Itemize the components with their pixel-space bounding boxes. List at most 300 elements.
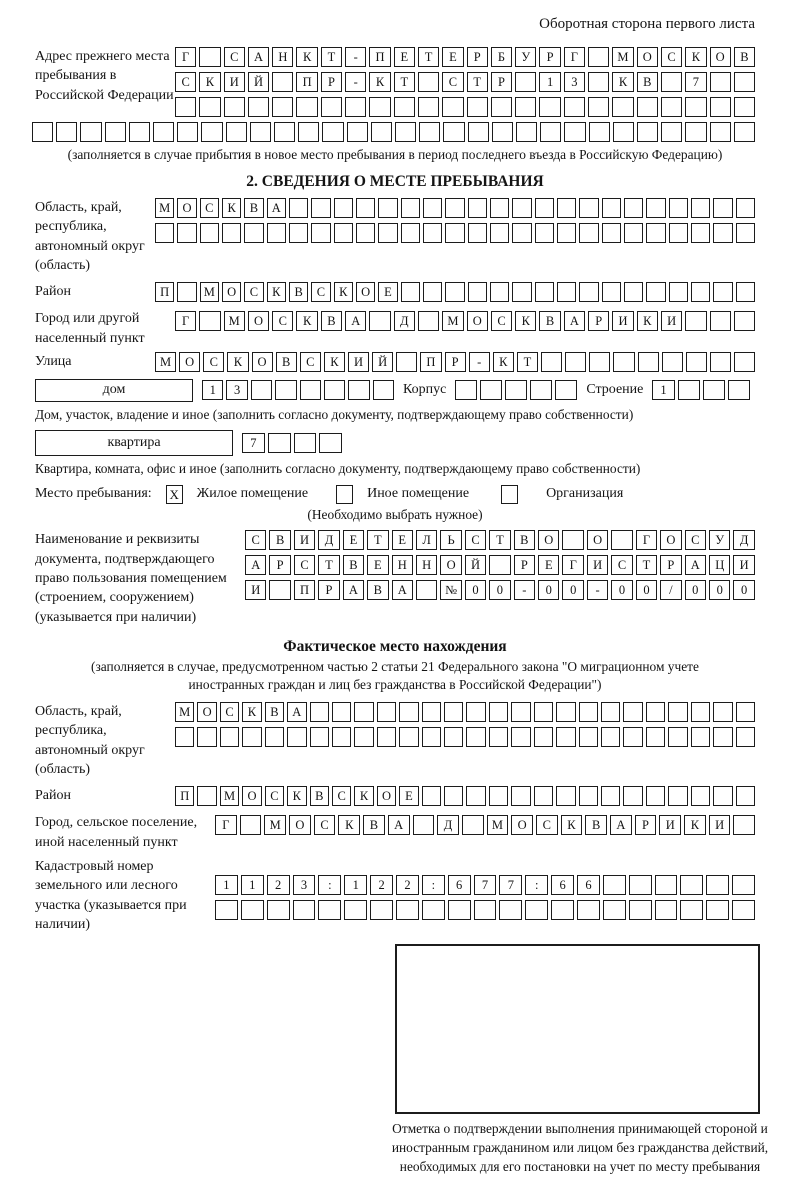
char-box xyxy=(556,702,575,722)
char-box xyxy=(646,727,665,747)
char-box xyxy=(345,97,366,117)
char-box: В xyxy=(265,702,284,722)
char-box xyxy=(733,815,755,835)
prev-address-row-3 xyxy=(175,97,755,117)
char-box xyxy=(105,122,126,142)
kadastr-row-1 xyxy=(215,875,755,895)
char-box: Р xyxy=(635,815,657,835)
raion-row xyxy=(155,282,755,302)
kvartira-row xyxy=(35,430,755,456)
stamp-area xyxy=(395,944,760,1114)
char-box xyxy=(489,702,508,722)
char-box xyxy=(287,727,306,747)
char-box xyxy=(515,97,536,117)
char-box xyxy=(534,702,553,722)
dom-row xyxy=(35,379,755,402)
fact-oblast-row-1 xyxy=(175,702,755,722)
char-box: 1 xyxy=(539,72,560,92)
char-box: С xyxy=(661,47,682,67)
char-box: М xyxy=(155,352,176,372)
char-box xyxy=(680,900,703,920)
char-box: И xyxy=(294,530,315,550)
page-side-note: Оборотная сторона первого листа xyxy=(539,16,755,32)
char-box: О xyxy=(179,352,200,372)
char-box xyxy=(535,282,554,302)
ulitsa-field xyxy=(35,352,755,372)
oblast-row-2 xyxy=(155,223,755,243)
char-box xyxy=(242,727,261,747)
char-box xyxy=(467,97,488,117)
char-box xyxy=(492,122,513,142)
char-box xyxy=(691,727,710,747)
ulitsa-row xyxy=(155,352,755,372)
char-box xyxy=(668,786,687,806)
char-box: О xyxy=(538,530,559,550)
char-box xyxy=(300,380,321,400)
char-box xyxy=(422,900,445,920)
char-box: О xyxy=(289,815,311,835)
char-box xyxy=(371,122,392,142)
char-box xyxy=(579,727,598,747)
char-box xyxy=(370,900,393,920)
char-box: С xyxy=(220,702,239,722)
doc-row-3 xyxy=(245,580,755,600)
char-box xyxy=(175,97,196,117)
char-box xyxy=(557,282,576,302)
char-box xyxy=(215,900,238,920)
char-box: С xyxy=(200,198,219,218)
char-box: Р xyxy=(660,555,681,575)
char-box xyxy=(611,530,632,550)
char-box: А xyxy=(685,555,706,575)
char-box: О xyxy=(222,282,241,302)
char-box: 6 xyxy=(577,875,600,895)
char-box xyxy=(629,875,652,895)
char-box: А xyxy=(610,815,632,835)
char-box xyxy=(153,122,174,142)
char-box xyxy=(661,122,682,142)
char-box: К xyxy=(493,352,514,372)
char-box xyxy=(444,786,463,806)
char-box xyxy=(579,198,598,218)
char-box xyxy=(579,282,598,302)
char-box xyxy=(401,282,420,302)
char-box xyxy=(466,727,485,747)
char-box xyxy=(685,122,706,142)
char-box xyxy=(401,223,420,243)
char-box: С xyxy=(175,72,196,92)
char-box: М xyxy=(612,47,633,67)
char-box: М xyxy=(200,282,219,302)
char-box xyxy=(736,786,755,806)
char-box xyxy=(669,223,688,243)
char-box: И xyxy=(348,352,369,372)
char-box: С xyxy=(265,786,284,806)
char-box: К xyxy=(222,198,241,218)
char-box: С xyxy=(465,530,486,550)
char-box xyxy=(613,352,634,372)
char-box xyxy=(244,223,263,243)
char-box: 7 xyxy=(685,72,706,92)
char-box: Е xyxy=(392,530,413,550)
char-box xyxy=(240,815,262,835)
char-box xyxy=(662,352,683,372)
char-box xyxy=(272,97,293,117)
char-box xyxy=(416,580,437,600)
char-box xyxy=(220,727,239,747)
char-box: М xyxy=(442,311,463,331)
char-box xyxy=(311,198,330,218)
char-box xyxy=(199,311,220,331)
char-box xyxy=(462,815,484,835)
char-box xyxy=(540,122,561,142)
char-box xyxy=(32,122,53,142)
char-box: Д xyxy=(318,530,339,550)
char-box: И xyxy=(733,555,754,575)
prev-address-field xyxy=(35,47,755,117)
char-box: К xyxy=(199,72,220,92)
char-box xyxy=(516,122,537,142)
char-box xyxy=(734,97,755,117)
char-box xyxy=(468,223,487,243)
char-box xyxy=(624,223,643,243)
fact-gorod-field xyxy=(35,813,755,852)
char-box xyxy=(468,198,487,218)
char-box: / xyxy=(660,580,681,600)
char-box xyxy=(505,380,527,400)
char-box: Ц xyxy=(709,555,730,575)
char-box: К xyxy=(637,311,658,331)
char-box xyxy=(589,352,610,372)
char-box xyxy=(646,786,665,806)
char-box: 7 xyxy=(499,875,522,895)
char-box: А xyxy=(287,702,306,722)
char-box xyxy=(395,122,416,142)
char-box: В xyxy=(734,47,755,67)
char-box: И xyxy=(224,72,245,92)
char-box xyxy=(201,122,222,142)
char-box xyxy=(267,900,290,920)
char-box xyxy=(155,223,174,243)
dom-note: Дом, участок, владение и иное (заполнить согласно документу, подтверждающему право собственности) xyxy=(35,406,634,422)
char-box: Н xyxy=(272,47,293,67)
mesto-label: Место пребывания: xyxy=(35,486,152,502)
char-box xyxy=(445,198,464,218)
char-box xyxy=(248,97,269,117)
char-box xyxy=(710,352,731,372)
char-box: Й xyxy=(372,352,393,372)
char-box: У xyxy=(709,530,730,550)
char-box xyxy=(734,352,755,372)
char-box: Р xyxy=(588,311,609,331)
char-box xyxy=(296,97,317,117)
char-box: В xyxy=(367,580,388,600)
char-box xyxy=(736,223,755,243)
char-box xyxy=(713,223,732,243)
dom-number-cells xyxy=(202,380,394,400)
char-box xyxy=(602,282,621,302)
char-box xyxy=(602,223,621,243)
char-box xyxy=(354,702,373,722)
char-box xyxy=(356,223,375,243)
char-box xyxy=(551,900,574,920)
char-box: О xyxy=(242,786,261,806)
char-box: Л xyxy=(416,530,437,550)
char-box xyxy=(490,198,509,218)
char-box xyxy=(377,727,396,747)
korpus-cells xyxy=(455,380,577,400)
char-box: К xyxy=(296,47,317,67)
char-box: Р xyxy=(467,47,488,67)
char-box xyxy=(515,72,536,92)
char-box xyxy=(422,702,441,722)
char-box: О xyxy=(467,311,488,331)
char-box: Г xyxy=(215,815,237,835)
char-box xyxy=(530,380,552,400)
char-box xyxy=(347,122,368,142)
char-box xyxy=(710,97,731,117)
char-box: И xyxy=(612,311,633,331)
char-box xyxy=(646,282,665,302)
char-box: Е xyxy=(367,555,388,575)
char-box: Г xyxy=(636,530,657,550)
char-box xyxy=(422,727,441,747)
char-box: Т xyxy=(418,47,439,67)
char-box: : xyxy=(318,875,341,895)
char-box: Т xyxy=(517,352,538,372)
char-box xyxy=(489,786,508,806)
char-box: 2 xyxy=(370,875,393,895)
char-box: В xyxy=(585,815,607,835)
char-box xyxy=(691,702,710,722)
char-box xyxy=(685,311,706,331)
char-box xyxy=(399,727,418,747)
kadastr-field xyxy=(35,857,755,934)
char-box: В xyxy=(363,815,385,835)
char-box xyxy=(241,900,264,920)
char-box xyxy=(534,786,553,806)
char-box xyxy=(736,727,755,747)
char-box: 6 xyxy=(448,875,471,895)
char-box xyxy=(445,223,464,243)
char-box xyxy=(489,555,510,575)
char-box xyxy=(80,122,101,142)
char-box: В xyxy=(321,311,342,331)
char-box xyxy=(601,702,620,722)
char-box: С xyxy=(442,72,463,92)
char-box: К xyxy=(296,311,317,331)
char-box: Т xyxy=(318,555,339,575)
char-box xyxy=(601,727,620,747)
char-box xyxy=(344,900,367,920)
char-box: К xyxy=(242,702,261,722)
char-box: Й xyxy=(465,555,486,575)
char-box xyxy=(655,875,678,895)
section2-title: 2. СВЕДЕНИЯ О МЕСТЕ ПРЕБЫВАНИЯ xyxy=(246,173,544,191)
char-box xyxy=(332,702,351,722)
char-box: А xyxy=(392,580,413,600)
char-box: Е xyxy=(538,555,559,575)
char-box: К xyxy=(684,815,706,835)
char-box xyxy=(369,311,390,331)
char-box xyxy=(603,900,626,920)
char-box xyxy=(732,875,755,895)
char-box xyxy=(691,282,710,302)
char-box: И xyxy=(587,555,608,575)
fact-oblast-row-2 xyxy=(175,727,755,747)
char-box: В xyxy=(343,555,364,575)
char-box xyxy=(713,727,732,747)
char-box xyxy=(394,97,415,117)
char-box xyxy=(534,727,553,747)
char-box xyxy=(706,900,729,920)
char-box: Е xyxy=(442,47,463,67)
char-box: В xyxy=(276,352,297,372)
char-box: С xyxy=(685,530,706,550)
char-box xyxy=(197,727,216,747)
char-box xyxy=(466,786,485,806)
char-box xyxy=(298,122,319,142)
char-box: С xyxy=(245,530,266,550)
ulitsa-label: Улица xyxy=(35,353,72,369)
char-box xyxy=(401,198,420,218)
char-box: С xyxy=(224,47,245,67)
char-box: 7 xyxy=(474,875,497,895)
char-box xyxy=(511,727,530,747)
dom-box: дом xyxy=(35,379,193,402)
char-box: 3 xyxy=(226,380,247,400)
char-box xyxy=(356,198,375,218)
char-box xyxy=(354,727,373,747)
char-box: О xyxy=(587,530,608,550)
char-box xyxy=(601,786,620,806)
char-box: К xyxy=(354,786,373,806)
char-box: 6 xyxy=(551,875,574,895)
char-box xyxy=(691,198,710,218)
stroenie-cells xyxy=(652,380,750,400)
char-box: Г xyxy=(175,47,196,67)
char-box xyxy=(324,380,345,400)
char-box: 0 xyxy=(538,580,559,600)
char-box: К xyxy=(324,352,345,372)
oblast-row-1 xyxy=(155,198,755,218)
char-box xyxy=(710,311,731,331)
char-box: О xyxy=(248,311,269,331)
char-box xyxy=(669,198,688,218)
char-box xyxy=(557,198,576,218)
char-box xyxy=(564,122,585,142)
char-box xyxy=(734,311,755,331)
char-box: С xyxy=(491,311,512,331)
korpus-label: Корпус xyxy=(403,382,447,398)
char-box: И xyxy=(709,815,731,835)
char-box xyxy=(680,875,703,895)
char-box xyxy=(444,702,463,722)
char-box: К xyxy=(227,352,248,372)
oblast-label: Область, край, республика, автономный округ (область) xyxy=(35,200,145,274)
char-box: Н xyxy=(416,555,437,575)
char-box xyxy=(294,433,317,453)
char-box: М xyxy=(220,786,239,806)
char-box xyxy=(623,727,642,747)
char-box: 1 xyxy=(215,875,238,895)
fact-oblast-label: Область, край, республика, автономный округ (область) xyxy=(35,704,145,777)
fact-raion-row xyxy=(175,786,755,806)
char-box: К xyxy=(685,47,706,67)
fact-gorod-row xyxy=(215,815,755,835)
char-box: Е xyxy=(399,786,418,806)
char-box: О xyxy=(511,815,533,835)
char-box: 0 xyxy=(465,580,486,600)
char-box xyxy=(703,380,725,400)
org-label: Организация xyxy=(546,486,624,502)
char-box xyxy=(685,97,706,117)
char-box xyxy=(710,122,731,142)
char-box xyxy=(310,702,329,722)
char-box xyxy=(638,352,659,372)
char-box xyxy=(222,223,241,243)
kvartira-cells xyxy=(242,433,342,453)
char-box: А xyxy=(245,555,266,575)
char-box xyxy=(736,282,755,302)
char-box xyxy=(443,122,464,142)
char-box xyxy=(556,727,575,747)
char-box xyxy=(334,223,353,243)
char-box xyxy=(224,97,245,117)
char-box: В xyxy=(269,530,290,550)
prev-address-row-4 xyxy=(32,122,755,142)
fact-note: (заполняется в случае, предусмотренном частью 2 статьи 21 Федерального закона "О миграционном учете иностранных граждан и лиц без гражданства в Российской Федерации") xyxy=(91,658,699,692)
char-box: 3 xyxy=(293,875,316,895)
char-box xyxy=(423,282,442,302)
char-box: О xyxy=(177,198,196,218)
stamp-caption: Отметка о подтверждении выполнения принимающей стороной и иностранным гражданином или лицом без гражданства действий, необходимых для его постановки на учет по месту пребывания xyxy=(391,1121,769,1174)
char-box xyxy=(691,786,710,806)
char-box: К xyxy=(338,815,360,835)
char-box: С xyxy=(536,815,558,835)
char-box xyxy=(200,223,219,243)
char-box xyxy=(226,122,247,142)
fact-raion-label: Район xyxy=(35,788,71,804)
char-box: Г xyxy=(562,555,583,575)
char-box xyxy=(275,380,296,400)
char-box: В xyxy=(289,282,308,302)
char-box: О xyxy=(637,47,658,67)
char-box xyxy=(736,198,755,218)
char-box: П xyxy=(294,580,315,600)
char-box xyxy=(378,198,397,218)
char-box xyxy=(589,122,610,142)
raion-label: Район xyxy=(35,284,71,300)
char-box: К xyxy=(515,311,536,331)
char-box xyxy=(499,900,522,920)
char-box xyxy=(655,900,678,920)
char-box: Е xyxy=(378,282,397,302)
char-box: О xyxy=(197,702,216,722)
char-box xyxy=(423,198,442,218)
char-box: С xyxy=(300,352,321,372)
char-box xyxy=(444,727,463,747)
char-box xyxy=(423,223,442,243)
gorod-label: Город или другой населенный пункт xyxy=(35,311,145,346)
char-box xyxy=(588,97,609,117)
char-box xyxy=(348,380,369,400)
char-box xyxy=(177,223,196,243)
char-box: Д xyxy=(733,530,754,550)
char-box: Т xyxy=(367,530,388,550)
char-box xyxy=(413,815,435,835)
fact-raion-field xyxy=(35,786,755,806)
